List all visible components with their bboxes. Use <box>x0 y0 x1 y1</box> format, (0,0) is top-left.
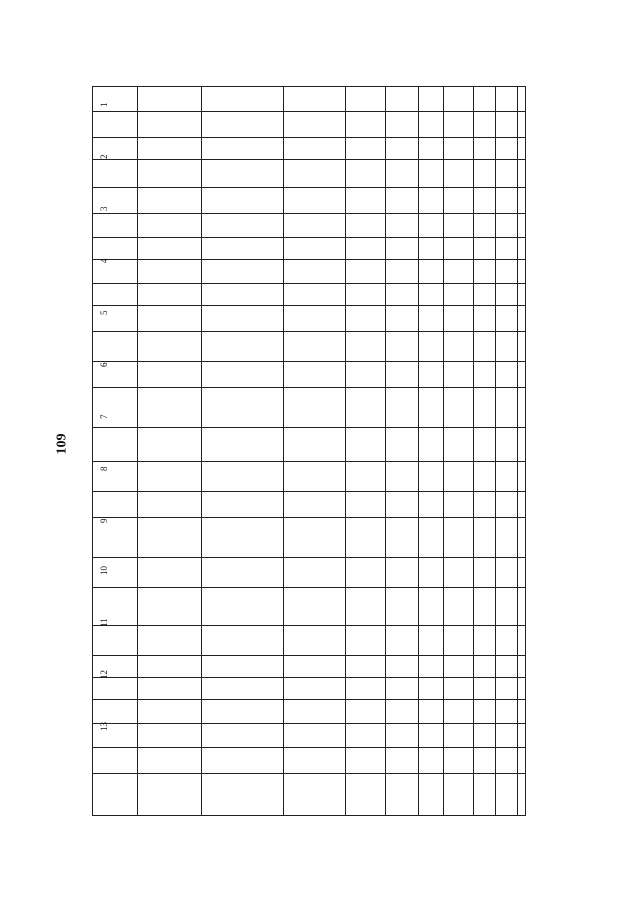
table-row-divider-3 <box>93 159 525 160</box>
table-column-divider-1 <box>137 87 138 815</box>
column-number-3: 3 <box>99 206 109 211</box>
column-number-7: 7 <box>99 414 109 419</box>
table-row-divider-6 <box>93 237 525 238</box>
table-row-divider-8 <box>93 283 525 284</box>
table-column-divider-3 <box>283 87 284 815</box>
column-number-2: 2 <box>99 154 109 159</box>
column-number-4: 4 <box>99 258 109 263</box>
table-row-divider-13 <box>93 427 525 428</box>
column-number-10: 10 <box>99 566 109 575</box>
table-row-divider-11 <box>93 361 525 362</box>
table-column-divider-2 <box>201 87 202 815</box>
page-number-text: 109 <box>54 433 69 455</box>
column-number-6: 6 <box>99 362 109 367</box>
table-column-divider-10 <box>517 87 518 815</box>
table-row-divider-24 <box>93 747 525 748</box>
table-row-divider-1 <box>93 111 525 112</box>
table-row-divider-7 <box>93 259 525 260</box>
table-column-divider-7 <box>443 87 444 815</box>
column-number-5: 5 <box>99 310 109 315</box>
budget-table <box>92 86 526 816</box>
table-column-divider-6 <box>418 87 419 815</box>
table-row-divider-15 <box>93 491 525 492</box>
table-column-divider-8 <box>473 87 474 815</box>
page-number <box>50 428 74 460</box>
table-row-divider-16 <box>93 517 525 518</box>
table-row-divider-9 <box>93 305 525 306</box>
table-row-divider-22 <box>93 699 525 700</box>
table-row-divider-23 <box>93 723 525 724</box>
table-row-divider-25 <box>93 773 525 774</box>
column-number-1: 1 <box>99 102 109 107</box>
column-number-9: 9 <box>99 518 109 523</box>
table-row-divider-10 <box>93 331 525 332</box>
table-row-divider-4 <box>93 187 525 188</box>
table-column-divider-9 <box>495 87 496 815</box>
table-column-divider-4 <box>345 87 346 815</box>
table-column-divider-5 <box>385 87 386 815</box>
table-row-divider-18 <box>93 587 525 588</box>
table-row-divider-17 <box>93 557 525 558</box>
column-number-12: 12 <box>99 670 109 679</box>
column-number-8: 8 <box>99 466 109 471</box>
column-number-11: 11 <box>99 618 109 627</box>
table-row-divider-19 <box>93 625 525 626</box>
table-row-divider-2 <box>93 137 525 138</box>
table-row-divider-14 <box>93 461 525 462</box>
table-row-divider-5 <box>93 213 525 214</box>
table-row-divider-12 <box>93 387 525 388</box>
column-number-13: 13 <box>99 722 109 731</box>
table-row-divider-20 <box>93 655 525 656</box>
table-row-divider-21 <box>93 677 525 678</box>
